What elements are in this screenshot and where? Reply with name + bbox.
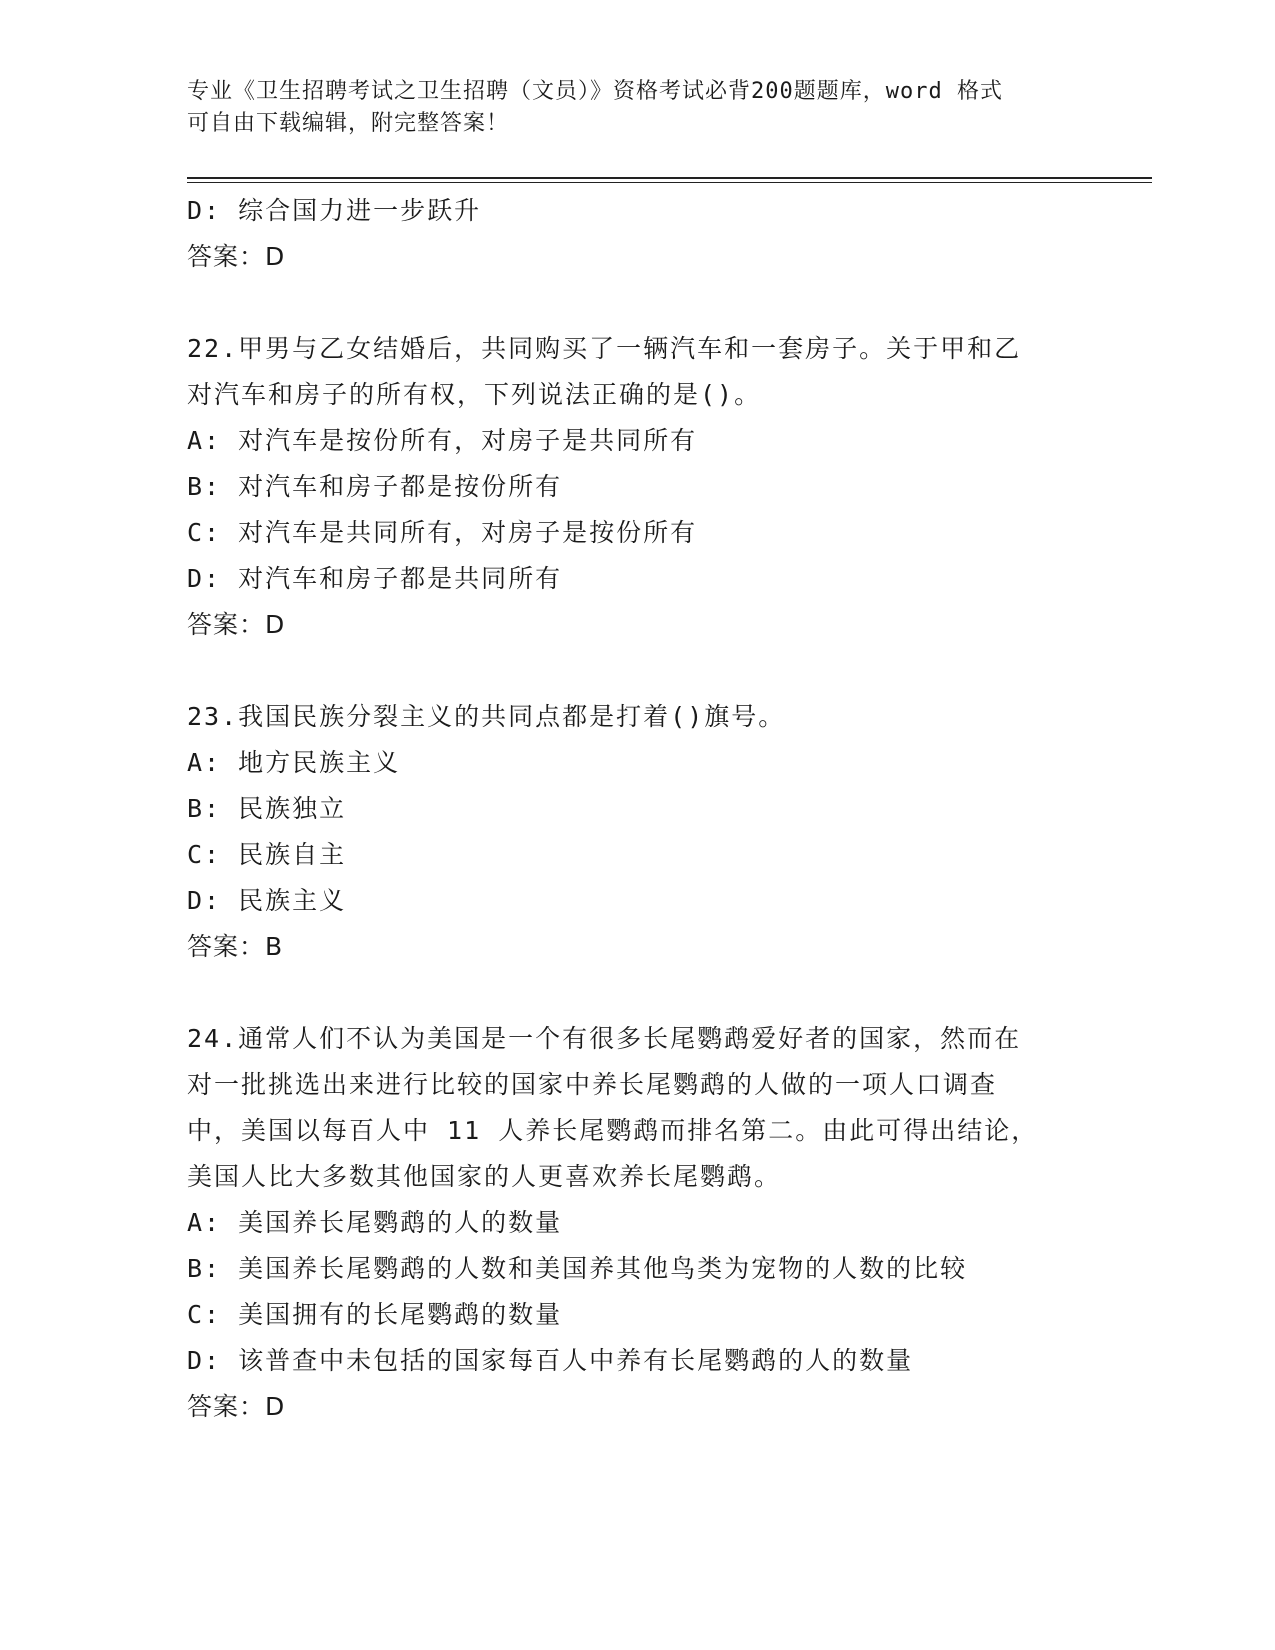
option-a: A: 对汽车是按份所有，对房子是共同所有	[187, 426, 698, 455]
header-title-line-1: 专业《卫生招聘考试之卫生招聘（文员）》资格考试必背200题题库，word 格式	[187, 79, 1003, 104]
question-23	[187, 694, 1087, 970]
spacer	[187, 648, 1087, 694]
question-stem-line: 中，美国以每百人中 11 人养长尾鹦鹉而排名第二。由此可得出结论，	[187, 1116, 1039, 1145]
answer-line: 答案：D	[187, 1392, 286, 1421]
question-stem-line: 对一批挑选出来进行比较的国家中养长尾鹦鹉的人做的一项人口调查	[187, 1070, 998, 1099]
answer-line: 答案：D	[187, 242, 286, 271]
question-stem-line: 22.甲男与乙女结婚后，共同购买了一辆汽车和一套房子。关于甲和乙	[187, 334, 1022, 363]
question-22	[187, 326, 1087, 648]
answer-line: 答案：B	[187, 932, 284, 961]
option-b: B: 对汽车和房子都是按份所有	[187, 472, 563, 501]
question-stem-line: 对汽车和房子的所有权，下列说法正确的是()。	[187, 380, 762, 409]
question-21-tail	[187, 188, 1087, 280]
option-b: B: 民族独立	[187, 794, 347, 823]
option-d: D: 综合国力进一步跃升	[187, 196, 482, 225]
option-c: C: 对汽车是共同所有，对房子是按份所有	[187, 518, 698, 547]
option-a: A: 地方民族主义	[187, 748, 401, 777]
option-d: D: 该普查中未包括的国家每百人中养有长尾鹦鹉的人的数量	[187, 1346, 914, 1375]
page-header	[187, 76, 1087, 140]
option-a: A: 美国养长尾鹦鹉的人的数量	[187, 1208, 563, 1237]
header-divider-thick	[187, 177, 1152, 179]
question-stem-line: 24.通常人们不认为美国是一个有很多长尾鹦鹉爱好者的国家，然而在	[187, 1024, 1022, 1053]
option-c: C: 美国拥有的长尾鹦鹉的数量	[187, 1300, 563, 1329]
header-divider-thin	[187, 182, 1152, 183]
option-c: C: 民族自主	[187, 840, 347, 869]
option-d: D: 民族主义	[187, 886, 347, 915]
spacer	[187, 970, 1087, 1016]
spacer	[187, 280, 1087, 326]
question-24	[187, 1016, 1087, 1430]
question-stem-line: 23.我国民族分裂主义的共同点都是打着()旗号。	[187, 702, 786, 731]
answer-line: 答案：D	[187, 610, 286, 639]
question-content	[187, 188, 1087, 1430]
option-b: B: 美国养长尾鹦鹉的人数和美国养其他鸟类为宠物的人数的比较	[187, 1254, 968, 1283]
question-stem-line: 美国人比大多数其他国家的人更喜欢养长尾鹦鹉。	[187, 1162, 782, 1191]
option-d: D: 对汽车和房子都是共同所有	[187, 564, 563, 593]
header-title-line-2: 可自由下载编辑，附完整答案！	[187, 111, 510, 136]
